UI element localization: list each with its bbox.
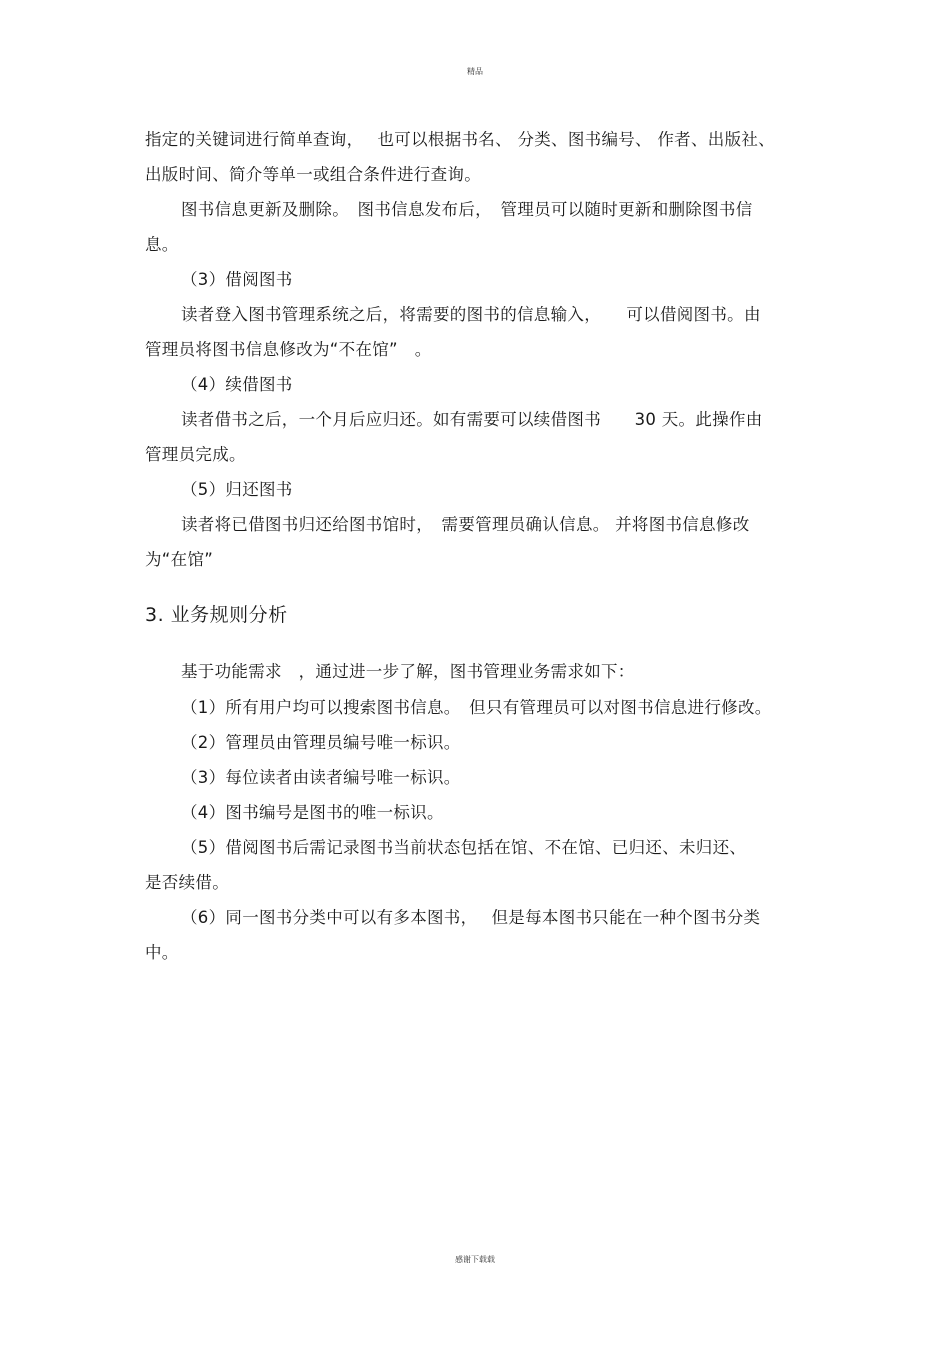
list-item-continuation: 中。 — [145, 943, 179, 962]
paragraph-line: 管理员将图书信息修改为“不在馆” 。 — [145, 340, 432, 359]
paragraph-line: 出版时间、简介等单一或组合条件进行查询。 — [145, 165, 481, 184]
page-footer: 感谢下载载 — [455, 1255, 495, 1264]
section-heading: 3. 业务规则分析 — [145, 604, 288, 626]
list-item: （5）借阅图书后需记录图书当前状态包括在馆、不在馆、已归还、未归还、 — [181, 838, 747, 857]
paragraph-line: 息。 — [145, 235, 179, 254]
paragraph-line: 为“在馆” — [145, 550, 214, 569]
paragraph-line: 管理员完成。 — [145, 445, 246, 464]
page-header: 精品 — [467, 67, 483, 76]
paragraph-line: 读者登入图书管理系统之后，将需要的图书的信息输入， 可以借阅图书。由 — [181, 305, 761, 324]
list-item: （3）每位读者由读者编号唯一标识。 — [181, 768, 461, 787]
list-item: （1）所有用户均可以搜索图书信息。 但只有管理员可以对图书信息进行修改。 — [181, 698, 772, 717]
paragraph-line: 读者借书之后，一个月后应归还。如有需要可以续借图书 30 天。此操作由 — [181, 410, 763, 429]
list-item: （6）同一图书分类中可以有多本图书， 但是每本图书只能在一种个图书分类 — [181, 908, 761, 927]
section-subheading: （3）借阅图书 — [181, 270, 293, 289]
list-item: （2）管理员由管理员编号唯一标识。 — [181, 733, 461, 752]
paragraph-line: 指定的关键词进行简单查询， 也可以根据书名、 分类、图书编号、 作者、出版社、 — [145, 130, 775, 149]
paragraph-line: 图书信息更新及删除。 图书信息发布后， 管理员可以随时更新和删除图书信 — [181, 200, 753, 219]
paragraph-line: 读者将已借图书归还给图书馆时， 需要管理员确认信息。 并将图书信息修改 — [181, 515, 750, 534]
section-subheading: （4）续借图书 — [181, 375, 293, 394]
list-item-continuation: 是否续借。 — [145, 873, 229, 892]
paragraph-line: 基于功能需求 ，通过进一步了解，图书管理业务需求如下： — [181, 662, 635, 681]
list-item: （4）图书编号是图书的唯一标识。 — [181, 803, 444, 822]
section-subheading: （5）归还图书 — [181, 480, 293, 499]
